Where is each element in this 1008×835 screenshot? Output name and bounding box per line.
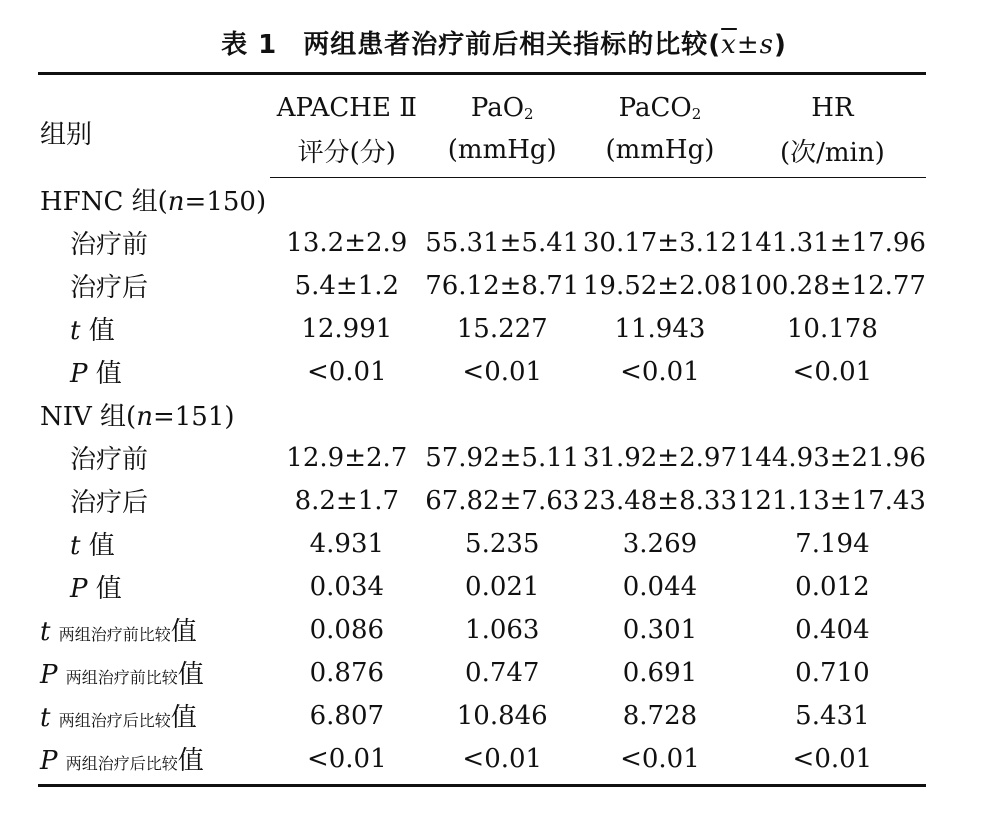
row-label: P 两组治疗前比较值 [40, 660, 204, 690]
table-cell: 57.92±5.11 [425, 442, 580, 473]
table-row [38, 565, 926, 608]
comparison-row [38, 651, 926, 694]
table-cell: 12.991 [301, 313, 393, 344]
comparison-row [38, 737, 926, 786]
comparison-row [38, 694, 926, 737]
table-cell: 141.31±17.96 [738, 227, 926, 258]
table-cell: <0.01 [739, 737, 926, 786]
table-row [38, 221, 926, 264]
row-label: t 值 [70, 531, 115, 561]
table-cell: 100.28±12.77 [738, 270, 926, 301]
table-cell: 10.846 [456, 700, 548, 731]
table-cell: <0.01 [270, 737, 423, 786]
table-cell: 0.044 [622, 571, 698, 602]
table-cell: 5.4±1.2 [294, 270, 400, 301]
table-cell: 0.691 [622, 657, 698, 688]
table-cell: 30.17±3.12 [582, 227, 737, 258]
table-cell: 19.52±2.08 [582, 270, 737, 301]
header-hr-line1: HR [739, 74, 926, 130]
row-label: P 两组治疗后比较值 [38, 737, 270, 786]
table-cell: 7.194 [795, 528, 870, 559]
table-cell: 0.710 [795, 657, 870, 688]
table-cell: <0.01 [620, 356, 700, 387]
table-cell: 12.9±2.7 [286, 442, 408, 473]
header-apache-line2: 评分(分) [270, 129, 423, 178]
table-cell: 23.48±8.33 [582, 485, 737, 516]
table-cell: 5.235 [465, 528, 540, 559]
row-label: P 值 [70, 359, 122, 389]
row-label: t 两组治疗前比较值 [40, 617, 197, 647]
table-cell: 0.301 [622, 614, 698, 645]
table-cell: 8.2±1.7 [294, 485, 400, 516]
table-cell: 121.13±17.43 [738, 485, 926, 516]
table-cell: 0.086 [309, 614, 385, 645]
row-label: 治疗后 [70, 273, 149, 303]
header-hr-line2: (次/min) [739, 129, 926, 178]
table-cell: 0.021 [465, 571, 540, 602]
table-cell: <0.01 [462, 356, 543, 387]
table-cell: 67.82±7.63 [425, 485, 580, 516]
header-paco2-line1: PaCO$_2$ [581, 74, 739, 130]
row-label: t 值 [70, 316, 115, 346]
caption-pm: ± [736, 30, 760, 60]
row-label: 治疗后 [70, 488, 149, 518]
table-cell: 55.31±5.41 [425, 227, 580, 258]
row-label: 治疗前 [70, 230, 149, 260]
group-label: NIV 组(n=151) [40, 402, 235, 432]
table-cell: 4.931 [309, 528, 385, 559]
header-row-1 [38, 74, 926, 130]
table-cell: 0.876 [309, 657, 385, 688]
header-pao2-line2: (mmHg) [423, 129, 581, 178]
table-cell: <0.01 [423, 737, 581, 786]
caption-paren-open: ( [708, 30, 722, 60]
table-row [38, 522, 926, 565]
caption-mean-symbol: $\overline{x}$ [721, 30, 737, 60]
row-label: 治疗前 [70, 445, 149, 475]
table-cell: 5.431 [795, 700, 870, 731]
table-cell: 13.2±2.9 [286, 227, 408, 258]
table-cell: 11.943 [614, 313, 706, 344]
table-cell: <0.01 [792, 356, 873, 387]
table-caption [0, 24, 1008, 61]
table-cell: 144.93±21.96 [738, 442, 926, 473]
table-cell: 0.012 [795, 571, 870, 602]
table-cell: <0.01 [581, 737, 739, 786]
table-row [38, 307, 926, 350]
comparison-row [38, 608, 926, 651]
table-cell: 6.807 [309, 700, 385, 731]
table-cell: 0.747 [465, 657, 540, 688]
table-cell: 1.063 [465, 614, 540, 645]
table-cell: 10.178 [786, 313, 878, 344]
table-cell: <0.01 [306, 356, 387, 387]
row-label: t 两组治疗后比较值 [40, 703, 197, 733]
table-cell: 3.269 [622, 528, 698, 559]
table-row [38, 436, 926, 479]
group-row-hfnc [38, 178, 926, 222]
caption-label: 表 1 [221, 30, 278, 60]
table-cell: 76.12±8.71 [425, 270, 580, 301]
table-cell: 0.404 [795, 614, 870, 645]
group-row-niv [38, 393, 926, 436]
caption-sd-symbol: s [759, 30, 774, 60]
table-cell: 31.92±2.97 [582, 442, 737, 473]
header-apache-line1: APACHE Ⅱ [270, 74, 423, 130]
header-paco2-line2: (mmHg) [581, 129, 739, 178]
comparison-table [38, 72, 926, 787]
caption-title: 两组患者治疗前后相关指标的比较 [303, 30, 709, 60]
row-label: P 值 [70, 574, 122, 604]
group-label: HFNC 组(n=150) [40, 187, 267, 217]
table-cell: 0.034 [309, 571, 385, 602]
table-cell: 15.227 [456, 313, 548, 344]
table-row [38, 264, 926, 307]
table-row [38, 479, 926, 522]
table-row [38, 350, 926, 393]
caption-paren-close: ) [773, 30, 787, 60]
header-pao2-line1: PaO$_2$ [423, 74, 581, 130]
header-group: 组别 [38, 74, 270, 178]
table-cell: 8.728 [622, 700, 698, 731]
